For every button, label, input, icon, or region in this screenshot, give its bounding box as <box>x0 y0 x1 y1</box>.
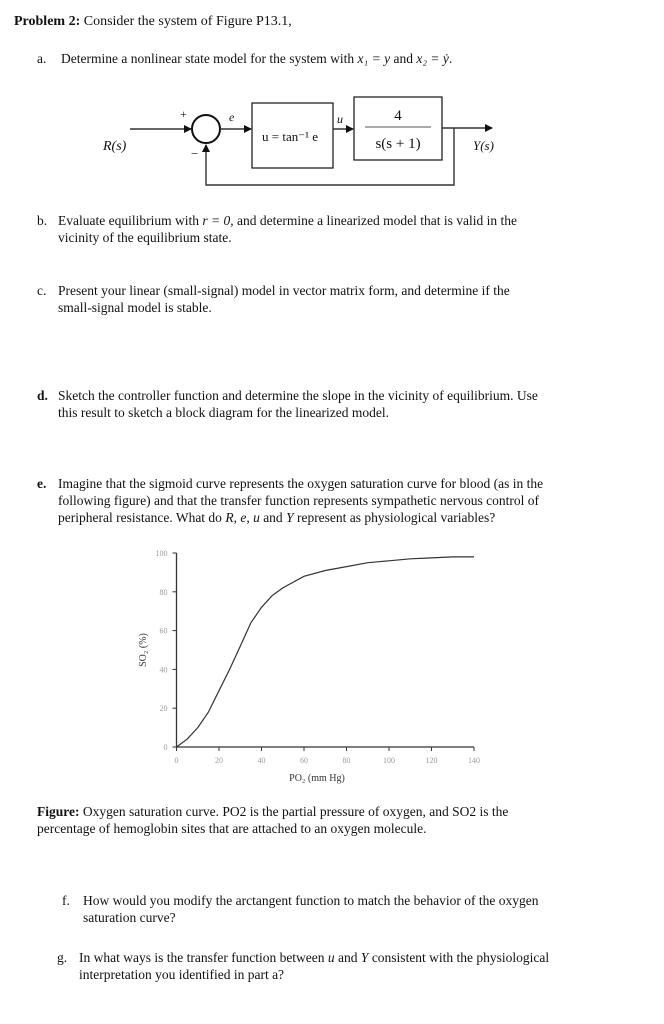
figure-caption <box>37 803 637 837</box>
var-u: u <box>327 950 335 965</box>
equation-r: r = 0 <box>202 213 231 228</box>
output-label: Y(s) <box>473 138 494 153</box>
y-tick-label: 20 <box>159 704 168 714</box>
part-e-line1: Imagine that the sigmoid curve represents the oxygen saturation curve for blood (as in the <box>58 476 544 491</box>
part-a-sentence: Determine a nonlinear state model for the system with <box>61 51 355 66</box>
part-g-line2: interpretation you identified in part a? <box>79 967 285 982</box>
var-Y: Y <box>286 510 294 525</box>
problem-label: Problem 2: <box>14 14 81 29</box>
input-label: R(s) <box>103 139 127 154</box>
var-R: R <box>225 510 234 525</box>
part-c-line2: small-signal model is stable. <box>58 300 212 315</box>
part-g-line1 <box>79 949 549 966</box>
part-e-text: peripheral resistance. What do <box>58 510 222 525</box>
part-g-text-cont: consistent with the physiological <box>371 950 550 965</box>
conjunction: and <box>263 510 283 525</box>
period: . <box>448 51 453 66</box>
controller-label: u = tan⁻¹ e <box>262 129 318 144</box>
part-c-letter: c. <box>37 283 47 298</box>
oxygen-saturation-chart <box>0 540 664 790</box>
conjunction: and <box>393 51 413 66</box>
plant-denominator: s(s + 1) <box>375 136 421 152</box>
part-b-line2: vicinity of the equilibrium state. <box>58 230 232 245</box>
equation-x2: x₂ = ẏ <box>416 51 449 66</box>
part-b-text-cont: , and determine a linearized model that is valid in the <box>230 213 517 228</box>
y-axis-label: SO₂ (%) <box>138 633 149 667</box>
y-tick-label: 40 <box>159 665 168 675</box>
part-f-line2: saturation curve? <box>83 910 176 925</box>
x-ticks <box>175 747 481 765</box>
x-tick-label: 120 <box>425 756 438 765</box>
caption-line1: Oxygen saturation curve. PO2 is the partial pressure of oxygen, and SO2 is the <box>82 804 509 819</box>
problem-heading <box>14 14 292 30</box>
control-label: u <box>337 112 343 126</box>
summing-junction <box>192 115 220 143</box>
part-d-line1: Sketch the controller function and determine the slope in the vicinity of equilibrium. Use <box>58 388 538 403</box>
plus-sign: + <box>180 107 187 121</box>
caption-line2: percentage of hemoglobin sites that are attached to an oxygen molecule. <box>37 821 427 836</box>
part-g-letter: g. <box>57 950 68 965</box>
y-tick-label: 100 <box>155 549 168 558</box>
part-e-line3 <box>58 509 495 526</box>
x-axis-label: PO₂ (mm Hg) <box>289 773 345 784</box>
caption-label: Figure: <box>37 804 80 819</box>
y-tick-label: 80 <box>159 587 168 597</box>
part-b-line1 <box>58 212 517 229</box>
var-u: u <box>253 510 260 525</box>
part-d-line2: this result to sketch a block diagram for the linearized model. <box>58 405 390 420</box>
comma: , <box>246 510 250 525</box>
x-tick-label: 0 <box>174 756 179 765</box>
error-label: e <box>229 110 235 124</box>
conjunction: and <box>338 950 358 965</box>
part-e-text-cont: represent as physiological variables? <box>296 510 496 525</box>
x-tick-label: 60 <box>300 756 308 765</box>
y-tick-label: 60 <box>159 626 168 636</box>
minus-sign: − <box>191 146 199 161</box>
var-Y: Y <box>360 950 369 965</box>
x-tick-label: 80 <box>342 756 351 765</box>
x-tick-label: 140 <box>468 756 480 765</box>
part-a-letter: a. <box>37 51 47 66</box>
plant-numerator: 4 <box>394 108 402 124</box>
part-a-text <box>61 50 452 67</box>
equation-x1: x₁ = y <box>357 51 391 66</box>
part-e-letter: e. <box>37 476 47 491</box>
block-diagram <box>0 85 664 200</box>
x-tick-label: 100 <box>383 756 395 765</box>
comma: , <box>233 510 237 525</box>
y-ticks <box>156 549 177 752</box>
part-b-letter: b. <box>37 213 48 228</box>
part-f-line1: How would you modify the arctangent function to match the behavior of the oxygen <box>83 893 539 908</box>
part-d-letter: d. <box>37 388 48 403</box>
var-e: e <box>240 510 247 525</box>
part-g-text: In what ways is the transfer function between <box>79 950 325 965</box>
x-tick-label: 40 <box>257 756 266 765</box>
x-tick-label: 20 <box>215 756 223 765</box>
part-e-line2: following figure) and that the transfer function represents sympathetic nervous control of <box>58 493 539 508</box>
saturation-curve <box>177 557 475 747</box>
part-c-line1: Present your linear (small-signal) model in vector matrix form, and determine if the <box>58 283 510 298</box>
part-b-text: Evaluate equilibrium with <box>58 213 199 228</box>
problem-intro: Consider the system of Figure P13.1, <box>83 14 292 29</box>
y-tick-label: 0 <box>163 743 168 752</box>
part-f-letter: f. <box>62 893 70 908</box>
